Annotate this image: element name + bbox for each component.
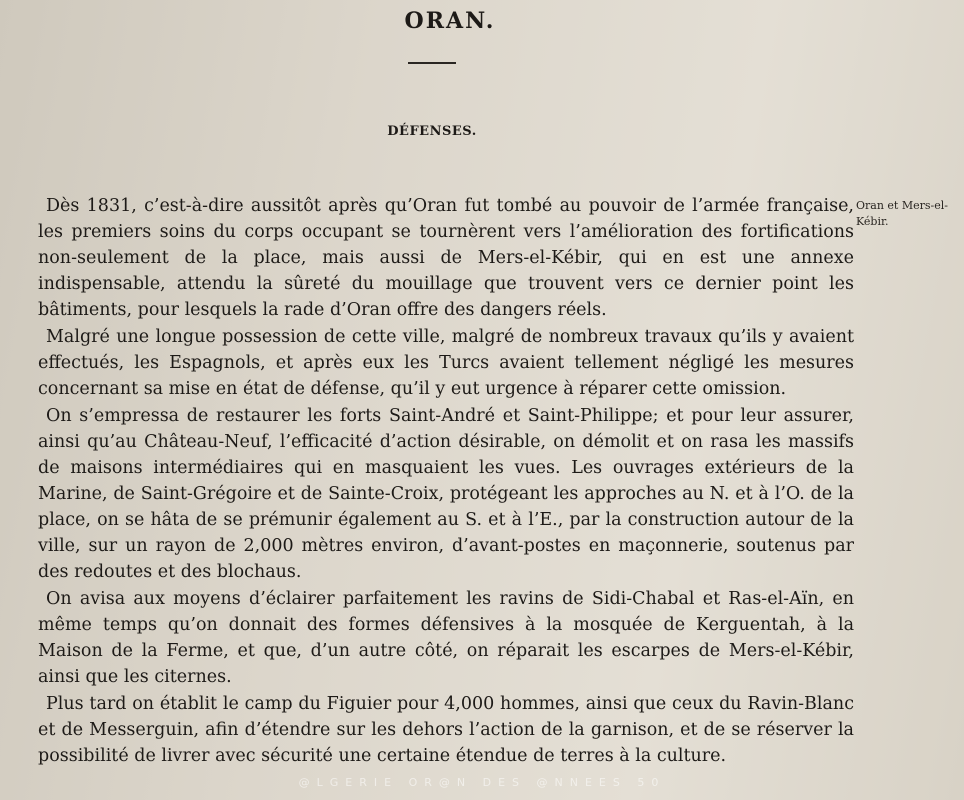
- paragraph: On s’empressa de restaurer les forts Saint-André et Saint-Philippe; et pour leur assurer, ainsi qu’au Château-Neuf, l’efficacité d’action désirable, on démolit et on rasa les massifs de maisons intermédiaires qui en masquaient les vues. Les ouvrages extérieurs de la Marine, de Saint-Grégoire et de Sainte-Croix, protégeant les approches au N. et à l’O. de la place, on se hâta de se prémunir également au S. et à l’E., par la construction autour de la ville, sur un rayon de 2,000 mètres environ, d’avant-postes en maçonnerie, soutenus par des redoutes et des blochaus.: [38, 406, 854, 582]
- body-text: [38, 193, 854, 769]
- watermark-text: @LGERIE OR@N DES @NNEES 50: [298, 776, 666, 789]
- paragraph: Malgré une longue possession de cette ville, malgré de nombreux travaux qu’ils y avaient effectués, les Espagnols, et après eux les Turcs avaient tellement négligé les mesures concernant sa mise en état de défense, qu’il y eut urgence à réparer cette omission.: [38, 327, 854, 399]
- paragraph: Plus tard on établit le camp du Figuier pour 4,000 hommes, ainsi que ceux du Ravin-Blanc et de Messerguin, afin d’étendre sur les dehors l’action de la garnison, et de se réserver la possibilité de livrer avec sécurité une certaine étendue de terres à la culture.: [38, 694, 854, 766]
- paragraph: On avisa aux moyens d’éclairer parfaitement les ravins de Sidi-Chabal et Ras-el-Aïn, en même temps qu’on donnait des formes défensives à la mosquée de Kerguentah, à la Maison de la Ferme, et que, d’un autre côté, on réparait les escarpes de Mers-el-Kébir, ainsi que les citernes.: [38, 589, 854, 687]
- section-heading: DÉFENSES.: [387, 124, 477, 139]
- title-rule: [408, 62, 456, 64]
- page-title: ORAN.: [404, 8, 496, 34]
- margin-note: Oran et Mers-el-Kébir.: [856, 199, 948, 228]
- paragraph: Dès 1831, c’est-à-dire aussitôt après qu’Oran fut tombé au pouvoir de l’armée française, les premiers soins du corps occupant se tournèrent vers l’amélioration des fortifications non-seulement de la place, mais aussi de Mers-el-Kébir, qui en est une annexe indispensable, attendu la sûreté du mouillage que trouvent vers ce dernier point les bâtiments, pour lesquels la rade d’Oran offre des dangers réels.: [38, 196, 854, 320]
